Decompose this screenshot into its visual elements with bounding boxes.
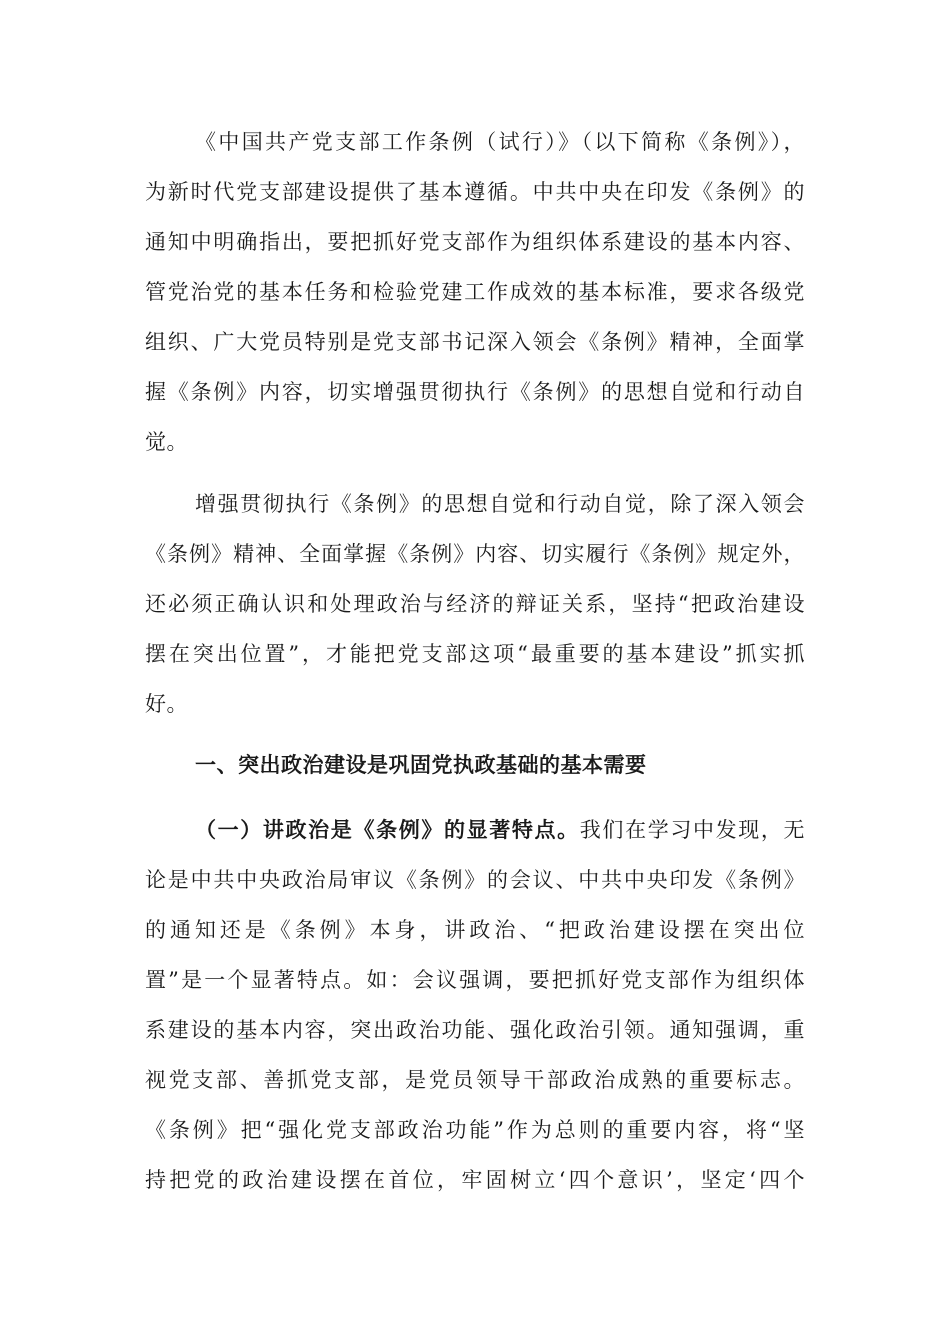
paragraph-line: 摆在突出位置”，才能把党支部这项“最重要的基本建设”抓实抓 [145, 642, 805, 666]
paragraph-line: 通知中明确指出，要把抓好党支部作为组织体系建设的基本内容、 [145, 230, 805, 254]
paragraph-line: 置”是一个显著特点。如：会议强调，要把抓好党支部作为组织体 [145, 968, 805, 992]
paragraph-line: 《条例》把“强化党支部政治功能”作为总则的重要内容，将“坚 [145, 1118, 805, 1142]
paragraph-line: 增强贯彻执行《条例》的思想自觉和行动自觉，除了深入领会 [195, 492, 805, 516]
paragraph-line: 管党治党的基本任务和检验党建工作成效的基本标准，要求各级党 [145, 280, 805, 304]
paragraph-line: 视党支部、善抓党支部，是党员领导干部政治成熟的重要标志。 [145, 1068, 805, 1092]
subsection-lead-rest: 我们在学习中发现，无 [579, 818, 806, 842]
paragraph-line: 《条例》精神、全面掌握《条例》内容、切实履行《条例》规定外， [145, 542, 805, 566]
paragraph-line: 觉。 [145, 430, 188, 454]
paragraph-line: 好。 [145, 692, 188, 716]
paragraph-line: 还必须正确认识和处理政治与经济的辩证关系，坚持“把政治建设 [145, 592, 805, 616]
paragraph-line: 系建设的基本内容，突出政治功能、强化政治引领。通知强调，重 [145, 1018, 805, 1042]
paragraph-line: 握《条例》内容，切实增强贯彻执行《条例》的思想自觉和行动自 [145, 380, 805, 404]
section-heading-text: 一、突出政治建设是巩固党执政基础的基本需要 [195, 752, 647, 777]
paragraph-line: 的通知还是《条例》本身，讲政治、“把政治建设摆在突出位 [145, 918, 805, 942]
paragraph-intro [145, 117, 805, 467]
subsection-lead: （一）讲政治是《条例》的显著特点。 [195, 817, 580, 842]
paragraph-second [145, 479, 805, 729]
paragraph-line: 为新时代党支部建设提供了基本遵循。中共中央在印发《条例》的 [145, 180, 805, 204]
paragraph-line: 组织、广大党员特别是党支部书记深入领会《条例》精神，全面掌 [145, 330, 805, 354]
section-heading [145, 740, 805, 790]
paragraph-line: 持把党的政治建设摆在首位，牢固树立‘四个意识’，坚定‘四个 [145, 1168, 805, 1192]
paragraph-first-line [145, 805, 805, 855]
paragraph-third [145, 805, 805, 1205]
paragraph-line: 论是中共中央政治局审议《条例》的会议、中共中央印发《条例》 [145, 868, 805, 892]
paragraph-line: 《中国共产党支部工作条例（试行）》（以下简称《条例》）， [195, 130, 805, 154]
